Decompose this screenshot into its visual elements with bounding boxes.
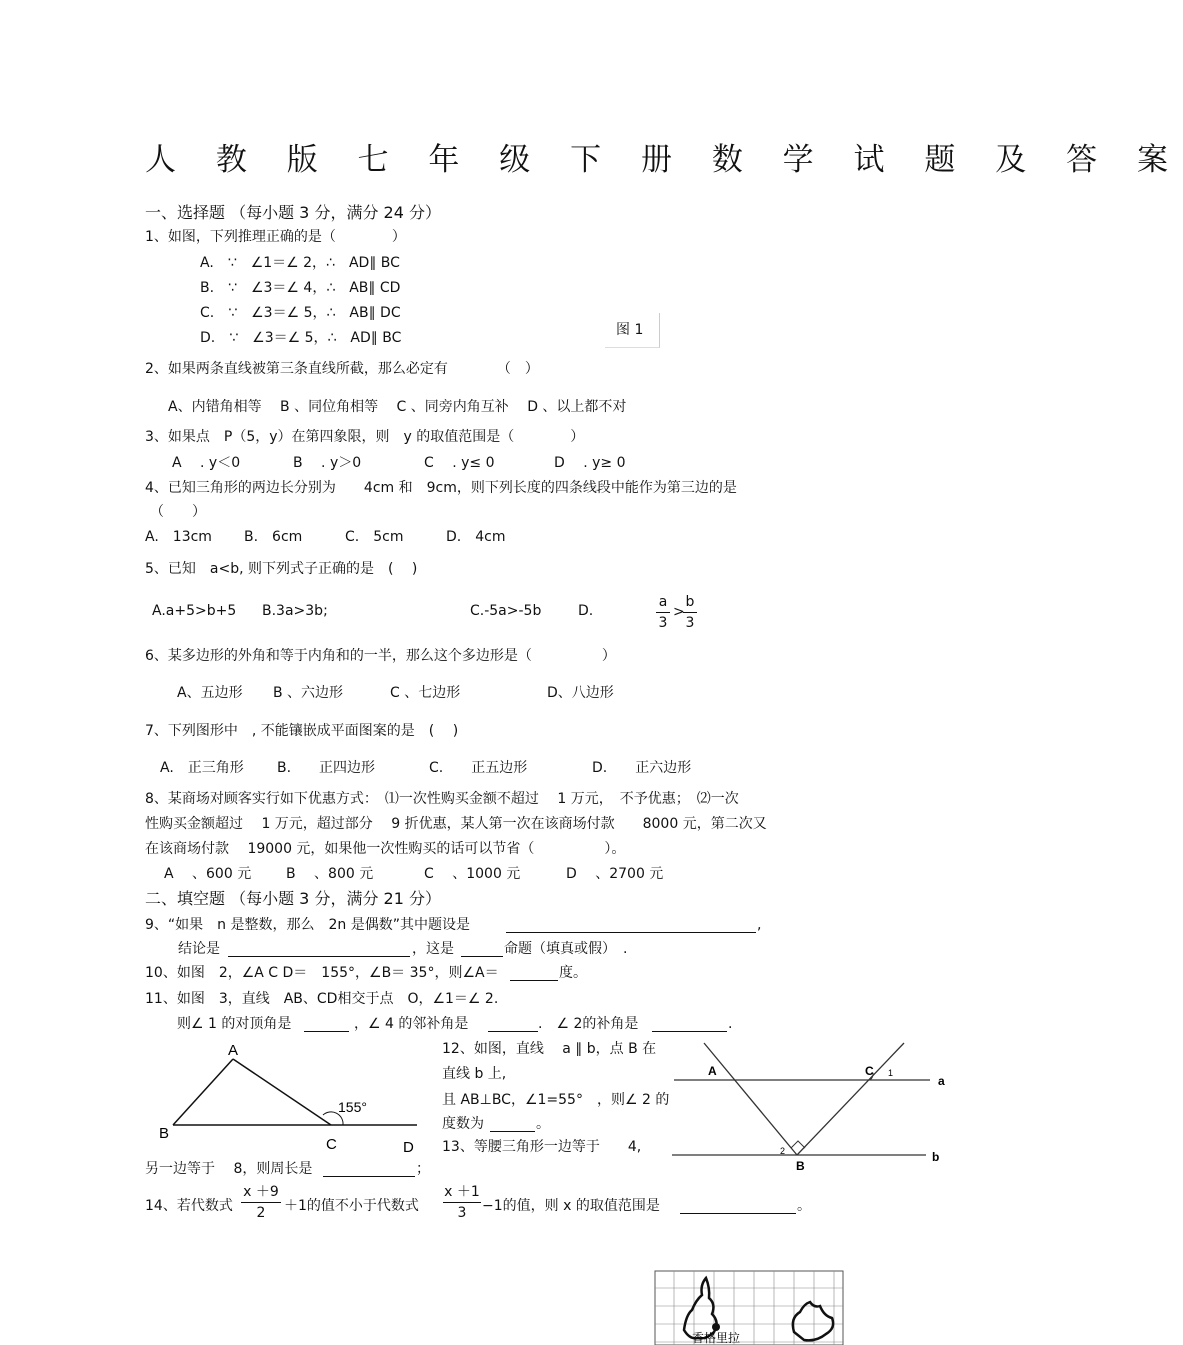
q7-option-b: B. 正四边形 xyxy=(277,760,376,776)
fig3-line-b-label: b xyxy=(932,1150,940,1164)
q6-stem: 6、某多边形的外角和等于内角和的一半，那么这个多边形是（ ） xyxy=(145,648,616,664)
q12-line-1: 12、如图，直线 a ∥ b，点 B 在 xyxy=(442,1041,657,1057)
q11-line-1: 11、如图 3，直线 AB、CD相交于点 O，∠1＝∠ 2. xyxy=(145,991,499,1007)
q1-option-a: A. ∵ ∠1＝∠ 2，∴ AD∥ BC xyxy=(200,255,400,271)
fig3-label-b-point: B xyxy=(796,1159,805,1173)
q6-option-d: D、八边形 xyxy=(547,685,614,701)
q8-option-c: C 、1000 元 xyxy=(424,866,521,882)
fig3-label-c: C xyxy=(865,1064,874,1078)
q11-end: . xyxy=(728,1016,733,1032)
q4-option-c: C. 5cm xyxy=(345,529,404,545)
map-label: 香格里拉 xyxy=(692,1331,741,1345)
q5-fraction-right-num: b xyxy=(685,594,695,610)
q1-stem: 1、如图，下列推理正确的是（ ） xyxy=(145,229,406,245)
q3-option-a: A . y＜0 xyxy=(172,455,241,471)
q9-proposition-end: 命题（填真或假） . xyxy=(504,941,628,957)
q9-line-1: 9、“如果 n 是整数，那么 2n 是偶数”其中题设是 xyxy=(145,917,470,933)
q12-end: 。 xyxy=(536,1116,550,1132)
q3-option-c: C . y≤ 0 xyxy=(424,455,495,471)
figure-1-box xyxy=(605,313,660,348)
q5-fraction-right xyxy=(683,593,697,632)
fig3-label-1: 1 xyxy=(888,1068,894,1078)
map-grid-graphic xyxy=(654,1270,844,1345)
q12-line-3: 且 AB⊥BC，∠1=55° ，则∠ 2 的 xyxy=(442,1092,670,1108)
q10-unit: 度。 xyxy=(559,965,587,981)
q8-line-2: 性购买金额超过 1 万元，超过部分 9 折优惠，某人第一次在该商场付款 8000 元，第二次又 xyxy=(145,816,767,832)
q5-option-a: A.a+5>b+5 xyxy=(152,603,237,619)
q11-supplement-blank[interactable] xyxy=(652,1017,727,1032)
q5-fraction-left-den: 3 xyxy=(658,615,668,631)
q7-option-d: D. 正六边形 xyxy=(592,760,692,776)
q8-option-b: B 、800 元 xyxy=(286,866,374,882)
q12-line-4-label: 度数为 xyxy=(442,1116,484,1132)
q13-end: ； xyxy=(416,1161,430,1177)
q14-text-b: ＋1的值不小于代数式 xyxy=(284,1198,419,1214)
q7-option-c: C. 正五边形 xyxy=(429,760,528,776)
section-heading-choice: 一、选择题 （每小题 3 分，满分 24 分） xyxy=(145,203,441,222)
q11-vertical-angle-blank[interactable] xyxy=(304,1017,349,1032)
q5-fraction-left-num: a xyxy=(658,594,668,610)
q9-comma: , xyxy=(757,917,762,933)
q9-proposition-label: ，这是 xyxy=(412,941,454,957)
q7-option-a: A. 正三角形 xyxy=(160,760,244,776)
q1-option-c: C. ∵ ∠3＝∠ 5，∴ AB∥ DC xyxy=(200,305,401,321)
q4-option-a: A. 13cm xyxy=(145,529,212,545)
q1-option-d: D. ∵ ∠3＝∠ 5，∴ AD∥ BC xyxy=(200,330,402,346)
fig3-label-2: 2 xyxy=(780,1146,786,1156)
figure-3-parallel-lines xyxy=(668,1040,950,1180)
q14-fraction-2 xyxy=(443,1183,481,1222)
page-title: 人 教 版 七 年 级 下 册 数 学 试 题 及 答 案 xyxy=(145,142,1183,178)
q9-true-false-blank[interactable] xyxy=(461,942,503,957)
q13-line-2: 另一边等于 8，则周长是 xyxy=(145,1161,313,1177)
q5-fraction-left xyxy=(656,593,670,632)
q3-option-b: B . y＞0 xyxy=(293,455,362,471)
q2-stem: 2、如果两条直线被第三条直线所截，那么必定有 （ ） xyxy=(145,361,539,377)
q5-option-c: C.-5a>-5b xyxy=(470,603,542,619)
q11-adjacent-label: ，∠ 4 的邻补角是 xyxy=(354,1016,469,1032)
q14-answer-blank[interactable] xyxy=(680,1199,796,1214)
q7-stem: 7、下列图形中 , 不能镶嵌成平面图案的是 ( ) xyxy=(145,723,459,739)
fig2-angle-label: 155° xyxy=(338,1099,367,1115)
q4-option-d: D. 4cm xyxy=(446,529,506,545)
q6-option-a: A、五边形 xyxy=(177,685,243,701)
q3-option-d: D . y≥ 0 xyxy=(554,455,626,471)
fig2-label-a: A xyxy=(228,1042,239,1059)
fig3-line-a-label: a xyxy=(938,1074,945,1088)
fig2-label-b: B xyxy=(159,1125,170,1142)
q12-answer-blank[interactable] xyxy=(490,1117,535,1132)
q14-text-c: −1的值，则 x 的取值范围是 xyxy=(482,1198,660,1214)
q11-supplement-label: . ∠ 2的补角是 xyxy=(538,1016,639,1032)
q14-fraction-1-num: x ＋9 xyxy=(243,1184,279,1200)
q10-text: 10、如图 2，∠A C D＝ 155°，∠B＝ 35°，则∠A＝ xyxy=(145,965,499,981)
q5-fraction-operator: > xyxy=(673,604,685,620)
q9-premise-blank[interactable] xyxy=(506,918,756,933)
q5-option-d: D. xyxy=(578,603,594,619)
q8-option-d: D 、2700 元 xyxy=(566,866,664,882)
q10-answer-blank[interactable] xyxy=(510,966,558,981)
q6-option-b: B 、六边形 xyxy=(273,685,344,701)
q8-line-1: 8、某商场对顾客实行如下优惠方式： ⑴一次性购买金额不超过 1 万元， 不予优惠； ⑵一次 xyxy=(145,791,739,807)
q14-fraction-2-num: x ＋1 xyxy=(444,1184,480,1200)
q4-paren: （ ） xyxy=(150,504,206,520)
q11-vertical-angle-label: 则∠ 1 的对顶角是 xyxy=(177,1016,292,1032)
q5-stem: 5、已知 a<b, 则下列式子正确的是 ( ) xyxy=(145,561,418,577)
fig2-label-d: D xyxy=(403,1139,414,1156)
q13-line-1: 13、等腰三角形一边等于 4, xyxy=(442,1139,642,1155)
figure-1-label: 图 1 xyxy=(616,322,644,338)
q14-text-d: 。 xyxy=(797,1198,811,1214)
section-heading-fill: 二、填空题 （每小题 3 分，满分 21 分） xyxy=(145,889,441,908)
q8-option-a: A 、600 元 xyxy=(164,866,252,882)
q14-fraction-1 xyxy=(241,1183,281,1222)
q3-stem: 3、如果点 P（5，y）在第四象限，则 y 的取值范围是（ ） xyxy=(145,429,585,445)
q2-options: A、内错角相等 B 、同位角相等 C 、同旁内角互补 D 、以上都不对 xyxy=(168,399,627,415)
q8-line-3: 在该商场付款 19000 元，如果他一次性购买的话可以节省（ ）。 xyxy=(145,841,626,857)
q9-conclusion-label: 结论是 xyxy=(178,941,220,957)
q6-option-c: C 、七边形 xyxy=(390,685,461,701)
fig2-label-c: C xyxy=(326,1136,337,1153)
q9-conclusion-blank[interactable] xyxy=(228,942,410,957)
q4-option-b: B. 6cm xyxy=(244,529,303,545)
q5-fraction-right-den: 3 xyxy=(685,615,695,631)
q4-stem: 4、已知三角形的两边长分别为 4cm 和 9cm，则下列长度的四条线段中能作为第三边的是 xyxy=(145,480,737,496)
q1-option-b: B. ∵ ∠3＝∠ 4，∴ AB∥ CD xyxy=(200,280,401,296)
q12-line-2: 直线 b 上, xyxy=(442,1066,507,1082)
fig3-label-a: A xyxy=(708,1064,717,1078)
q14-text-a: 14、若代数式 xyxy=(145,1198,233,1214)
q14-fraction-2-den: 3 xyxy=(457,1205,467,1221)
figure-2-triangle xyxy=(155,1035,430,1160)
q5-option-b: B.3a>3b; xyxy=(262,603,328,619)
q11-adjacent-blank[interactable] xyxy=(488,1017,538,1032)
q14-fraction-1-den: 2 xyxy=(256,1205,266,1221)
q13-answer-blank[interactable] xyxy=(323,1162,415,1177)
